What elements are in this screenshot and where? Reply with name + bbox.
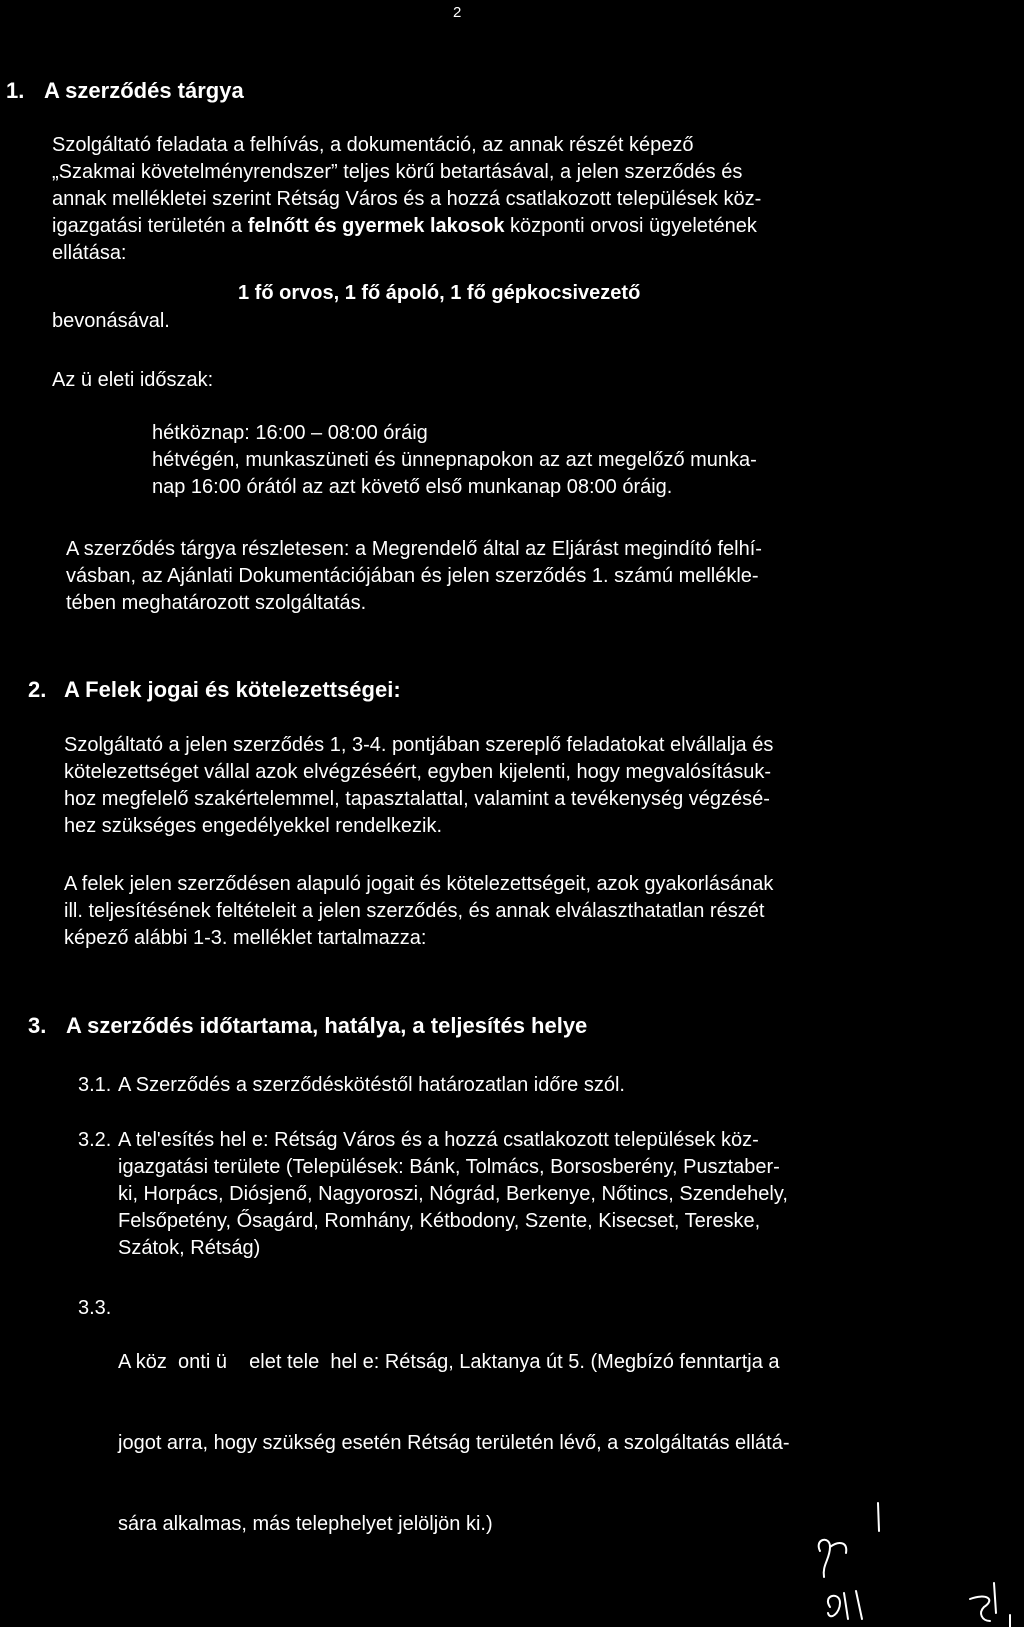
- section-2-title: A Felek jogai és kötelezettségei:: [64, 677, 401, 702]
- text-line: hétvégén, munkaszüneti és ünnepnapokon az azt megelőző munka-: [152, 449, 757, 471]
- text-line: [52, 213, 761, 240]
- signature-stroke: [828, 1591, 862, 1619]
- text-line: Szolgáltató feladata a felhívás, a dokumentáció, az annak részét képező: [52, 134, 694, 156]
- section-1-title: A szerződés tárgya: [44, 78, 244, 103]
- text-line: tében meghatározott szolgáltatás.: [66, 592, 367, 614]
- section-1-paragraph-2: [66, 536, 762, 617]
- text-line: A köz onti ü elet tele hel e: Rétság, Laktanya út 5. (Megbízó fenntartja a: [118, 1351, 780, 1373]
- text-line: „Szakmai követelményrendszer” teljes körű betartásával, a jelen szerződés és: [52, 161, 743, 183]
- text-line: nap 16:00 órától az azt követő első munkanap 08:00 óráig.: [152, 476, 673, 498]
- section-2-paragraph-2: [64, 871, 773, 952]
- text-line: vásban, az Ajánlati Dokumentációjában és jelen szerződés 1. számú mellékle-: [66, 565, 759, 587]
- page-number: 2: [453, 4, 462, 21]
- text-line: hétköznap: 16:00 – 08:00 óráig: [152, 422, 428, 444]
- section-3-item-number: 3.2.: [78, 1129, 112, 1151]
- section-3-number: 3.: [28, 1013, 47, 1038]
- section-3-title: A szerződés időtartama, hatálya, a teljesítés helye: [66, 1013, 588, 1038]
- section-3-item: [118, 1127, 788, 1262]
- text-line: ki, Horpács, Diósjenő, Nagyoroszi, Nógrád, Berkenye, Nőtincs, Szendehely,: [118, 1183, 788, 1205]
- section-1-paragraph-1: [52, 132, 761, 267]
- signature-stroke: [819, 1540, 847, 1577]
- section-1-number: 1.: [6, 78, 25, 103]
- text-line: hoz megfelelő szakértelemmel, tapasztalattal, valamint a tevékenység végzésé-: [64, 788, 770, 810]
- text-line: kötelezettséget vállal azok elvégzéséért, egyben kijelenti, hogy megvalósításuk-: [64, 761, 772, 783]
- text-line: jogot arra, hogy szükség esetén Rétság területén lévő, a szolgáltatás ellátá-: [118, 1432, 790, 1454]
- duty-period-label: Az ü eleti időszak:: [52, 369, 214, 391]
- section-3-item: [118, 1072, 625, 1099]
- text-line: igazgatási területe (Települések: Bánk, Tolmács, Borsosberény, Pusztaber-: [118, 1156, 780, 1178]
- signature-stroke: [994, 1583, 996, 1613]
- staff-suffix: bevonásával.: [52, 310, 170, 332]
- section-3-item-number: 3.1.: [78, 1074, 112, 1096]
- staff-list: 1 fő orvos, 1 fő ápoló, 1 fő gépkocsivezető: [238, 282, 641, 304]
- text-line: ellátása:: [52, 242, 127, 264]
- section-3-item: [118, 1295, 790, 1565]
- emphasis-text: felnőtt és gyermek lakosok: [247, 215, 505, 237]
- text-line: képező alábbi 1-3. melléklet tartalmazza:: [64, 927, 427, 949]
- text-line: ill. teljesítésének feltételeit a jelen szerződés, és annak elválaszthatatlan részét: [64, 900, 765, 922]
- text-line: Felsőpetény, Ősagárd, Romhány, Kétbodony, Szente, Kisecset, Tereske,: [118, 1210, 761, 1232]
- signature-stroke: [878, 1503, 879, 1531]
- text-span: központi orvosi ügyeletének: [504, 215, 757, 237]
- text-line: A Szerződés a szerződéskötéstől határozatlan időre szól.: [118, 1074, 625, 1096]
- text-line: hez szükséges engedélyekkel rendelkezik.: [64, 815, 442, 837]
- duty-period-list: [152, 420, 757, 501]
- text-line: Szolgáltató a jelen szerződés 1, 3-4. pontjában szereplő feladatokat elvállalja és: [64, 734, 774, 756]
- text-line: sára alkalmas, más telephelyet jelöljön ki.): [118, 1513, 493, 1535]
- section-3-item-number: 3.3.: [78, 1297, 112, 1319]
- text-line: annak mellékletei szerint Rétság Város és a hozzá csatlakozott települések köz-: [52, 188, 762, 210]
- text-line: Szátok, Rétság): [118, 1237, 261, 1259]
- text-line: A szerződés tárgya részletesen: a Megrendelő által az Eljárást megindító felhí-: [66, 538, 762, 560]
- section-2-number: 2.: [28, 677, 47, 702]
- section-2-paragraph-1: [64, 732, 773, 840]
- text-line: A tel'esítés hel e: Rétság Város és a hozzá csatlakozott települések köz-: [118, 1129, 759, 1151]
- handwritten-initials: [800, 1495, 1024, 1627]
- signature-stroke: [970, 1597, 990, 1621]
- text-span: igazgatási területén a: [52, 215, 248, 237]
- text-line: A felek jelen szerződésen alapuló jogait és kötelezettségeit, azok gyakorlásának: [64, 873, 774, 895]
